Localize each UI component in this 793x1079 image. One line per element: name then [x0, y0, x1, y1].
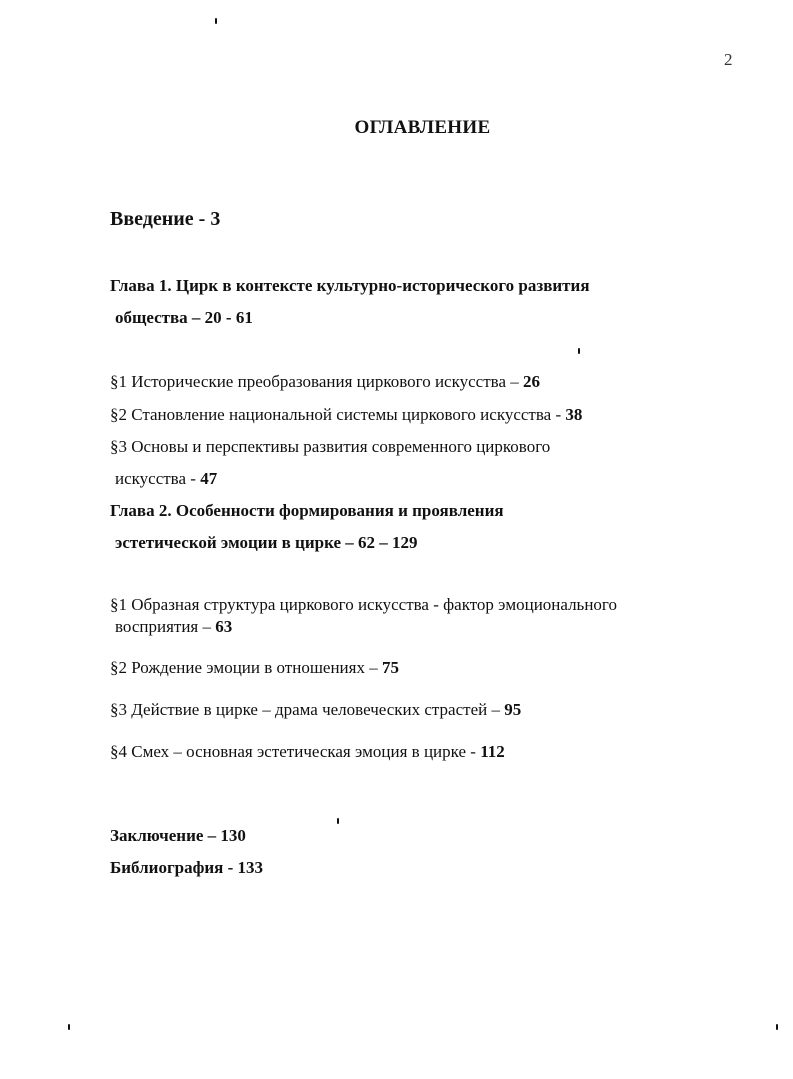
scan-speck	[776, 1024, 778, 1030]
toc-chapter2-line1: Глава 2. Особенности формирования и проявления	[110, 501, 504, 520]
scan-speck	[215, 18, 217, 24]
toc-section-2-1: §1 Образная структура циркового искусства - фактор эмоционального	[110, 595, 617, 614]
toc-section-2-3	[110, 700, 521, 720]
section-title: §1 Исторические преобразования циркового искусства –	[110, 372, 523, 391]
section-page: 63	[215, 617, 233, 636]
section-title: §2 Становление национальной системы циркового искусства -	[110, 405, 566, 424]
section-title: восприятия –	[115, 617, 216, 636]
scan-speck	[337, 818, 339, 824]
section-title: §4 Смех – основная эстетическая эмоция в цирке -	[110, 742, 481, 761]
section-title: §2 Рождение эмоции в отношениях –	[110, 658, 382, 677]
toc-conclusion: Заключение – 130	[110, 826, 246, 845]
toc-chapter1-line2: общества – 20 - 61	[115, 308, 253, 327]
toc-section-1-2	[110, 405, 582, 425]
toc-section-1-3-cont	[115, 469, 217, 489]
section-page: 26	[523, 372, 540, 391]
toc-section-2-4	[110, 742, 505, 762]
toc-section-2-2	[110, 658, 399, 678]
toc-intro: Введение - 3	[110, 208, 221, 230]
scan-speck	[578, 348, 580, 354]
toc-section-2-1-cont	[115, 617, 232, 637]
section-page: 38	[565, 405, 583, 424]
section-title: искусства -	[115, 469, 201, 488]
toc-chapter1-line1: Глава 1. Цирк в контексте культурно-исторического развития	[110, 276, 590, 295]
scan-speck	[68, 1024, 70, 1030]
toc-bibliography: Библиография - 133	[110, 858, 264, 877]
page-number: 2	[724, 50, 733, 69]
toc-chapter2-line2: эстетической эмоции в цирке – 62 – 129	[115, 533, 418, 552]
toc-section-1-3: §3 Основы и перспективы развития современного циркового	[110, 437, 551, 456]
section-page: 75	[381, 658, 399, 677]
section-page: 112	[480, 742, 505, 761]
section-title: §3 Действие в цирке – драма человеческих страстей –	[110, 700, 505, 719]
toc-section-1-1	[110, 372, 540, 392]
section-page: 47	[200, 469, 218, 488]
section-page: 95	[504, 700, 522, 719]
page-title: ОГЛАВЛЕНИЕ	[354, 117, 491, 138]
